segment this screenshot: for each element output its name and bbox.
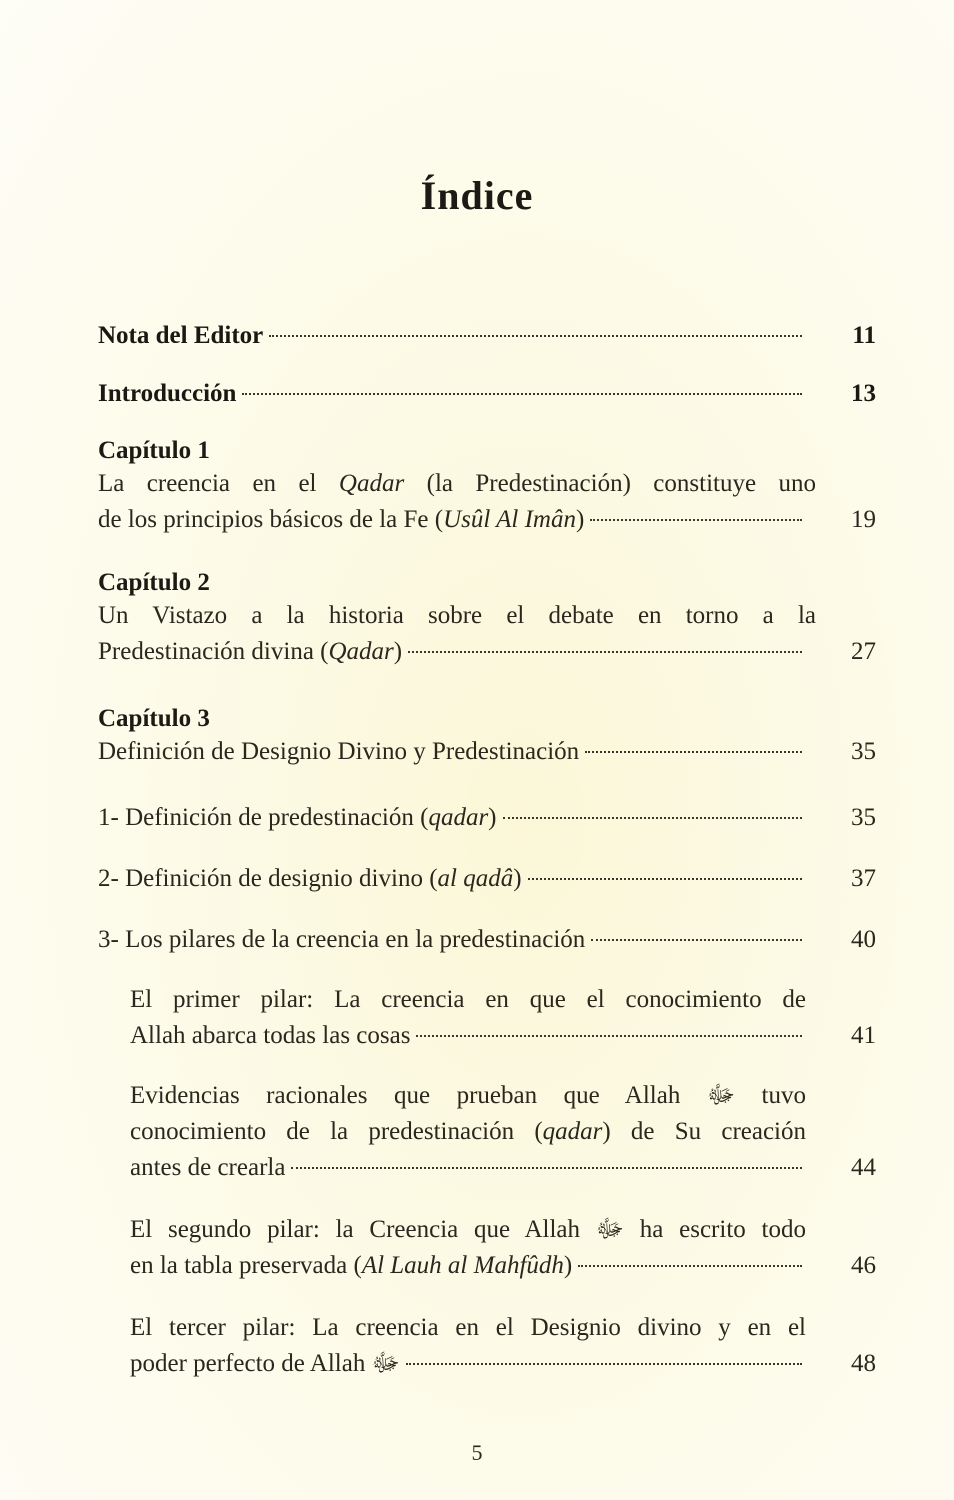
page-number: 5 bbox=[471, 1440, 483, 1465]
toc-entry-capitulo-1[interactable] bbox=[98, 436, 876, 538]
toc-entry-label: Nota del Editor bbox=[98, 322, 264, 349]
toc-entry-line: La creencia en el Qadar (la Predestinación) constituye uno bbox=[98, 470, 816, 497]
toc-entry-label: 1- Definición de predestinación (qadar) bbox=[98, 804, 497, 831]
toc-page-number: 41 bbox=[851, 1022, 876, 1049]
toc-entry-label: 3- Los pilares de la creencia en la predestinación bbox=[98, 926, 586, 953]
dot-leader bbox=[408, 651, 802, 653]
dot-leader bbox=[578, 1265, 802, 1267]
toc-entry-label: 2- Definición de designio divino (al qadâ) bbox=[98, 865, 522, 892]
dot-leader bbox=[416, 1035, 802, 1037]
dot-leader bbox=[585, 751, 802, 753]
page-title: Índice bbox=[420, 173, 534, 218]
toc-entry-line: El segundo pilar: la Creencia que Allah ﷻ ha escrito todo bbox=[130, 1216, 806, 1243]
toc-entry-label: Introducción bbox=[98, 380, 237, 407]
toc-page-number: 46 bbox=[851, 1252, 876, 1279]
toc-entry-label: poder perfecto de Allah ﷻ bbox=[130, 1350, 400, 1377]
toc-entry-evidencias[interactable] bbox=[130, 1078, 876, 1186]
toc-entry-introduccion[interactable] bbox=[98, 376, 876, 412]
dot-leader bbox=[242, 393, 802, 395]
chapter-heading: Capítulo 3 bbox=[98, 705, 210, 732]
toc-entry-tercer-pilar[interactable] bbox=[130, 1310, 876, 1382]
toc-page-number: 11 bbox=[852, 322, 876, 349]
toc-entry-label: en la tabla preservada (Al Lauh al Mahfûdh) bbox=[130, 1252, 573, 1279]
toc-page-number: 35 bbox=[851, 804, 876, 831]
toc-page-number: 27 bbox=[851, 638, 876, 665]
toc-entry-label: Allah abarca todas las cosas bbox=[130, 1022, 411, 1049]
chapter-heading: Capítulo 2 bbox=[98, 569, 210, 596]
toc-entry-line: conocimiento de la predestinación (qadar) de Su creación bbox=[130, 1118, 807, 1145]
toc-page-number: 48 bbox=[851, 1350, 876, 1377]
dot-leader bbox=[406, 1363, 802, 1365]
toc-entry-primer-pilar[interactable] bbox=[130, 982, 876, 1054]
toc-entry-label: Predestinación divina (Qadar) bbox=[98, 638, 403, 665]
toc-page-number: 44 bbox=[851, 1154, 876, 1181]
dot-leader bbox=[503, 817, 803, 819]
toc-entry-capitulo-2[interactable] bbox=[98, 568, 876, 670]
toc-entry-line: Evidencias racionales que prueban que Allah ﷻ tuvo bbox=[130, 1082, 806, 1109]
toc-entry-section-1[interactable] bbox=[98, 800, 876, 836]
toc-entry-nota-editor[interactable] bbox=[98, 318, 876, 354]
toc-entry-line: El tercer pilar: La creencia en el Designio divino y en el bbox=[130, 1314, 806, 1341]
toc-entry-label: Definición de Designio Divino y Predestinación bbox=[98, 738, 580, 765]
toc-entry-label: de los principios básicos de la Fe (Usûl Al Imân) bbox=[98, 506, 585, 533]
dot-leader bbox=[528, 878, 802, 880]
toc-entry-label: antes de crearla bbox=[130, 1154, 286, 1181]
toc-entry-line: El primer pilar: La creencia en que el conocimiento de bbox=[130, 986, 806, 1013]
dot-leader bbox=[269, 335, 802, 337]
toc-page-number: 35 bbox=[851, 738, 876, 765]
toc-page-number: 40 bbox=[851, 926, 876, 953]
toc-entry-section-2[interactable] bbox=[98, 861, 876, 897]
toc-entry-capitulo-3[interactable] bbox=[98, 704, 876, 770]
toc-entry-segundo-pilar[interactable] bbox=[130, 1212, 876, 1284]
toc-page-number: 19 bbox=[851, 506, 876, 533]
dot-leader bbox=[590, 519, 802, 521]
toc-page-number: 13 bbox=[851, 380, 876, 407]
toc-entry-section-3[interactable] bbox=[98, 922, 876, 958]
dot-leader bbox=[291, 1167, 802, 1169]
toc-entry-line: Un Vistazo a la historia sobre el debate en torno a la bbox=[98, 602, 816, 629]
chapter-heading: Capítulo 1 bbox=[98, 437, 210, 464]
dot-leader bbox=[591, 939, 802, 941]
toc-page-number: 37 bbox=[851, 865, 876, 892]
